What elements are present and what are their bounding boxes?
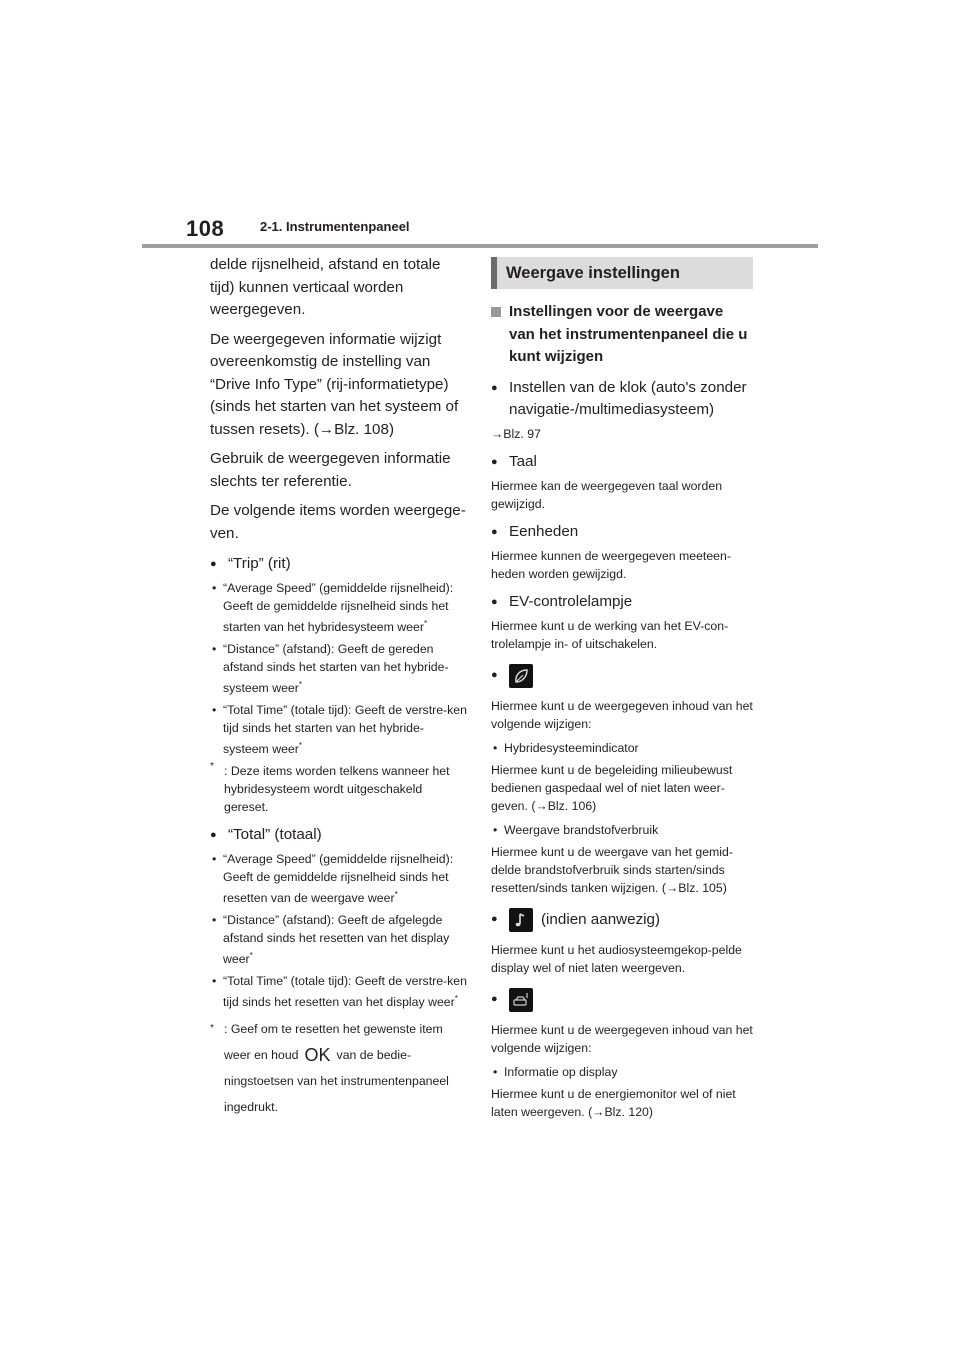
clock-heading: ● Instellen van de klok (auto's zonder navigatie-/multimediasysteem) <box>491 377 753 421</box>
paragraph: Hiermee kunt u de weergegeven inhoud van het volgende wijzigen: <box>491 1022 753 1055</box>
total-heading: ● “Total” (totaal) <box>210 824 468 846</box>
list-item: • Hybridesysteemindicator <box>491 739 753 757</box>
left-column <box>210 254 468 1126</box>
music-note-icon <box>509 908 533 932</box>
car-item-heading <box>491 987 753 1013</box>
section-heading: Weergave instellingen <box>491 257 753 289</box>
section-title: 2-1. Instrumentenpaneel <box>260 219 410 234</box>
list-item: • “Total Time” (totale tijd): Geeft de verstre-ken tijd sinds het resetten van het display weer* <box>210 972 468 1011</box>
taal-heading: ● Taal <box>491 451 753 473</box>
paragraph: De weergegeven informatie wijzigt overeenkomstig de instelling van “Drive Info Type” (rij-informatietype) (sinds het starten van het systeem of tussen resets). (→Blz. 108) <box>210 330 459 438</box>
car-info-icon <box>509 988 533 1012</box>
music-item-label: ● (indien aanwezig) <box>541 911 661 928</box>
trip-heading: ● “Trip” (rit) <box>210 553 468 575</box>
ok-button-symbol: OK <box>304 1044 331 1065</box>
paragraph: Hiermee kan de weergegeven taal worden gewijzigd. <box>491 478 723 511</box>
leaf-icon <box>509 664 533 688</box>
list-item: • “Total Time” (totale tijd): Geeft de verstre-ken tijd sinds het starten van het hybride-systeem weer* <box>210 701 468 758</box>
paragraph: delde rijsnelheid, afstand en totale tijd) kunnen verticaal worden weergegeven. <box>210 256 441 318</box>
footnote: * : Deze items worden telkens wanneer het hybridesysteem wordt uitgeschakeld gereset. <box>210 761 450 815</box>
list-item: • “Average Speed” (gemiddelde rijsnelheid): Geeft de gemiddelde rijsnelheid sinds het starten van het hybridesysteem weer* <box>210 579 468 636</box>
leaf-item-heading <box>491 663 753 689</box>
paragraph: Hiermee kunt u de energiemonitor wel of niet laten weergeven. (→Blz. 120) <box>491 1086 736 1119</box>
list-item: • Informatie op display <box>491 1063 753 1081</box>
paragraph: De volgende items worden weergege-ven. <box>210 502 466 542</box>
paragraph: Hiermee kunt u het audiosysteemgekop-pelde display wel of niet laten weergeven. <box>491 942 742 975</box>
paragraph: Hiermee kunnen de weergegeven meeteen-heden worden gewijzigd. <box>491 548 731 581</box>
footnote: * : Geef om te resetten het gewenste item weer en houd OK van de bedie-ningstoetsen van het instrumentenpaneel ingedrukt. <box>210 1021 449 1114</box>
paragraph: Hiermee kunt u de weergegeven inhoud van het volgende wijzigen: <box>491 698 753 731</box>
right-column <box>491 254 753 1127</box>
paragraph: Hiermee kunt u de begeleiding milieubewust bedienen gaspedaal wel of niet laten weer-geven. (→Blz. 106) <box>491 762 733 813</box>
list-item: • “Distance” (afstand): Geeft de afgelegde afstand sinds het resetten van het display weer* <box>210 911 468 968</box>
paragraph: Gebruik de weergegeven informatie slechts ter referentie. <box>210 450 451 490</box>
music-item-heading <box>491 907 753 933</box>
list-item: • “Average Speed” (gemiddelde rijsnelheid): Geeft de gemiddelde rijsnelheid sinds het resetten van de weergave weer* <box>210 850 468 907</box>
page-reference: →Blz. 97 <box>491 426 541 441</box>
ev-heading: ● EV-controlelampje <box>491 591 753 613</box>
header-divider <box>142 244 818 248</box>
list-item: • “Distance” (afstand): Geeft de gereden afstand sinds het starten van het hybride-systeem weer* <box>210 640 468 697</box>
eenheden-heading: ● Eenheden <box>491 521 753 543</box>
list-item: • Weergave brandstofverbruik <box>491 821 753 839</box>
subsection-heading: Instellingen voor de weergave van het instrumentenpaneel die u kunt wijzigen <box>491 301 753 369</box>
paragraph: Hiermee kunt u de werking van het EV-con-trolelampje in- of uitschakelen. <box>491 618 729 651</box>
paragraph: Hiermee kunt u de weergave van het gemid-delde brandstofverbruik sinds starten/sinds resetten/sinds tanken wijzigen. (→Blz. 105) <box>491 844 733 895</box>
page-number: 108 <box>186 216 225 241</box>
